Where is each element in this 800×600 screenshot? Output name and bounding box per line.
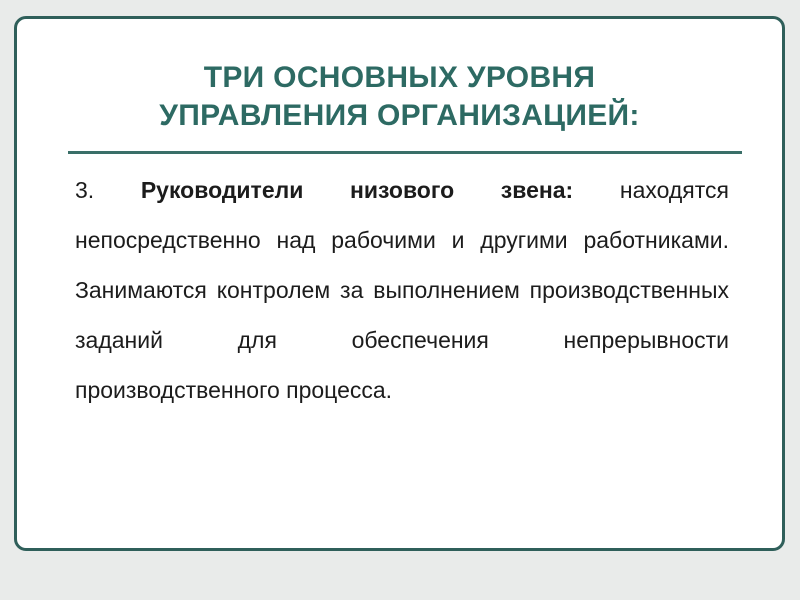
- slide-title: [17, 59, 782, 135]
- slide-title-line-1: ТРИ ОСНОВНЫХ УРОВНЯ: [203, 61, 596, 94]
- slide-frame: [14, 16, 785, 551]
- item-number: 3.: [75, 177, 141, 203]
- slide-body-paragraph: [75, 165, 729, 415]
- item-description: находятся непосредственно над рабочими и другими работниками. Занимаются контролем за выполнением производственных заданий для обеспечения непрерывности производственного процесса.: [75, 177, 729, 403]
- slide-title-line-2: УПРАВЛЕНИЯ ОРГАНИЗАЦИЕЙ:: [159, 99, 640, 132]
- title-divider: [68, 151, 742, 154]
- item-term: Руководители низового звена:: [140, 177, 574, 203]
